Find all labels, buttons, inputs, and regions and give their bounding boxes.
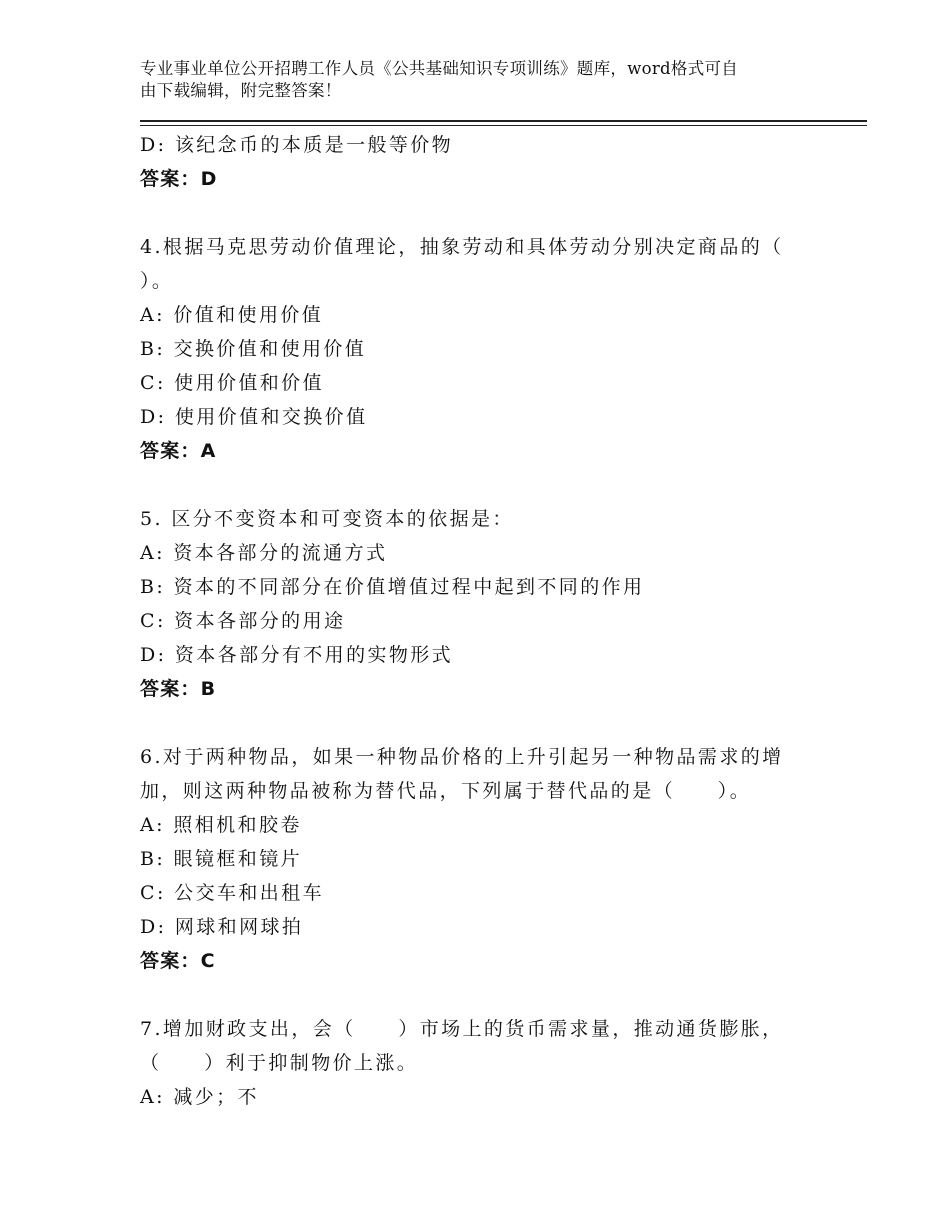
q6-stem-line-2: 加，则这两种物品被称为替代品，下列属于替代品的是（ ）。 [140, 780, 752, 802]
spacer [140, 468, 805, 502]
spacer [140, 196, 805, 230]
spacer [140, 706, 805, 740]
question-4 [140, 230, 805, 468]
q4-option-d: D: 使用价值和交换价值 [140, 406, 368, 428]
header-rule-thick [140, 120, 867, 122]
q6-option-b: B: 眼镜框和镜片 [140, 848, 303, 870]
q3-option-d: D: 该纪念币的本质是一般等价物 [140, 134, 454, 156]
page-header [140, 58, 820, 102]
q3-answer: 答案：D [140, 168, 218, 190]
header-line-1: 专业事业单位公开招聘工作人员《公共基础知识专项训练》题库，word格式可自 [140, 59, 739, 78]
q5-option-d: D: 资本各部分有不用的实物形式 [140, 644, 454, 666]
q7-option-a: A: 减少；不 [140, 1086, 259, 1108]
q6-stem-line-1: 6.对于两种物品，如果一种物品价格的上升引起另一种物品需求的增 [140, 746, 784, 768]
header-rule-thin [140, 125, 867, 126]
q6-answer: 答案：C [140, 950, 216, 972]
q4-option-b: B: 交换价值和使用价值 [140, 338, 367, 360]
q4-stem-line-1: 4.根据马克思劳动价值理论，抽象劳动和具体劳动分别决定商品的（ [140, 236, 784, 258]
header-line-2: 由下载编辑，附完整答案！ [140, 81, 342, 100]
q6-option-c: C: 公交车和出租车 [140, 882, 324, 904]
question-6 [140, 740, 805, 978]
q4-option-c: C: 使用价值和价值 [140, 372, 324, 394]
q4-stem-line-2: ）。 [140, 270, 174, 292]
question-list [140, 128, 805, 1114]
q5-option-b: B: 资本的不同部分在价值增值过程中起到不同的作用 [140, 576, 645, 598]
q6-option-d: D: 网球和网球拍 [140, 916, 304, 938]
question-7 [140, 1012, 805, 1114]
question-5 [140, 502, 805, 706]
q5-answer: 答案：B [140, 678, 217, 700]
question-3 [140, 128, 805, 196]
q7-stem-line-2: （ ）利于抑制物价上涨。 [140, 1052, 419, 1074]
q4-option-a: A: 价值和使用价值 [140, 304, 324, 326]
q4-answer: 答案：A [140, 440, 217, 462]
q5-stem-line-1: 5. 区分不变资本和可变资本的依据是： [140, 508, 514, 530]
q7-stem-line-1: 7.增加财政支出，会（ ）市场上的货币需求量，推动通货膨胀， [140, 1018, 784, 1040]
q6-option-a: A: 照相机和胶卷 [140, 814, 302, 836]
spacer [140, 978, 805, 1012]
q5-option-a: A: 资本各部分的流通方式 [140, 542, 388, 564]
q5-option-c: C: 资本各部分的用途 [140, 610, 346, 632]
